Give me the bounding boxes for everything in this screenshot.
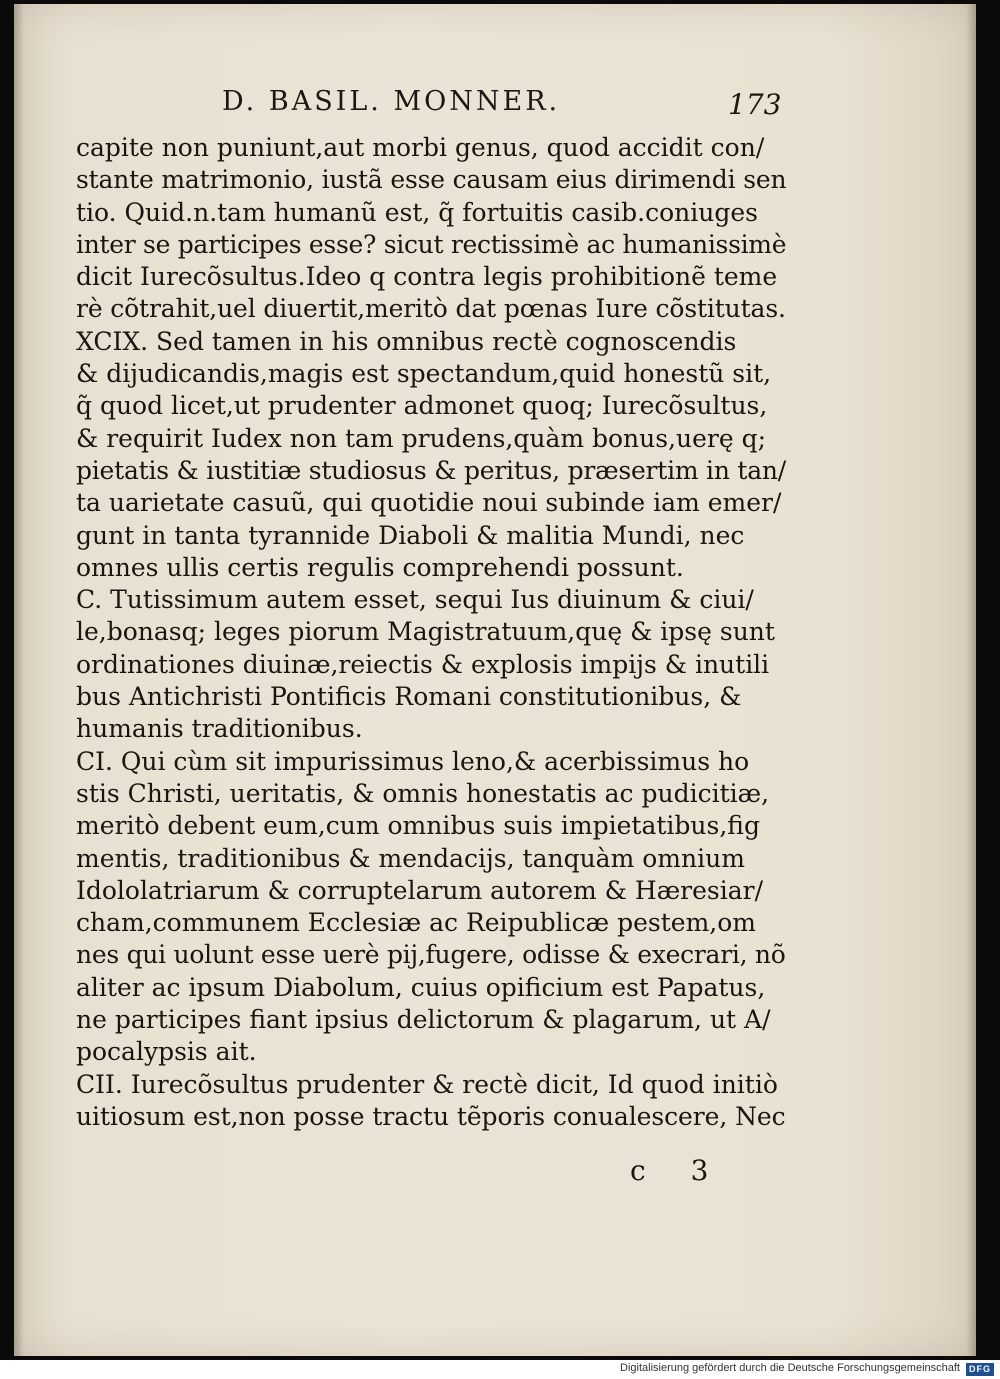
text-line: pocalypsis ait. bbox=[76, 1037, 257, 1067]
text-line: bus Antichristi Pontificis Romani constitutionibus, & bbox=[76, 682, 742, 712]
text-line: rè cõtrahit,uel diuertit,meritò dat pœnas Iure cõstitutas. bbox=[76, 294, 786, 324]
text-line: cham,communem Ecclesiæ ac Reipublicæ pestem,om bbox=[76, 908, 756, 938]
running-head bbox=[14, 86, 976, 126]
text-line: humanis traditionibus. bbox=[76, 714, 363, 744]
text-line: ne participes fiant ipsius delictorum & plagarum, ut A/ bbox=[76, 1005, 771, 1035]
text-line: stis Christi, ueritatis, & omnis honestatis ac pudicitiæ, bbox=[76, 778, 770, 808]
text-line: CI. Qui cùm sit impurissimus leno,& acerbissimus ho bbox=[76, 746, 750, 776]
text-line: CII. Iurecõsultus prudenter & rectè dicit, Id quod initiò bbox=[76, 1069, 778, 1099]
running-title: D. BASIL. MONNER. bbox=[222, 86, 561, 117]
text-line: gunt in tanta tyrannide Diaboli & malitia Mundi, nec bbox=[76, 520, 745, 550]
text-line: aliter ac ipsum Diabolum, cuius opificium est Papatus, bbox=[76, 972, 766, 1002]
text-line: ta uarietate casuũ, qui quotidie noui subinde iam emer/ bbox=[76, 488, 782, 518]
text-line: meritò debent eum,cum omnibus suis impietatibus,fig bbox=[76, 811, 760, 841]
text-line: Idololatriarum & corruptelarum autorem & Hæresiar/ bbox=[76, 875, 764, 905]
text-line: stante matrimonio, iustã esse causam eius dirimendi sen bbox=[76, 165, 787, 195]
page-edge-shadow bbox=[966, 4, 976, 1356]
catchword-signature: c 3 bbox=[630, 1154, 727, 1187]
text-line: mentis, traditionibus & mendacijs, tanquàm omnium bbox=[76, 843, 745, 873]
text-line: nes qui uolunt esse uerè pij,fugere, odisse & execrari, nõ bbox=[76, 940, 786, 970]
text-line: XCIX. Sed tamen in his omnibus rectè cognoscendis bbox=[76, 326, 737, 356]
text-line: tio. Quid.n.tam humanũ est, q̃ fortuitis casib.coniuges bbox=[76, 197, 758, 227]
text-line: omnes ullis certis regulis comprehendi possunt. bbox=[76, 552, 684, 582]
text-line: le,bonasq; leges piorum Magistratuum,quę & ipsę sunt bbox=[76, 617, 775, 647]
page-number: 173 bbox=[728, 88, 782, 121]
text-line: q̃ quod licet,ut prudenter admonet quoq; Iurecõsultus, bbox=[76, 391, 768, 421]
text-line: uitiosum est,non posse tractu tẽporis conualescere, Nec bbox=[76, 1101, 786, 1131]
text-line: inter se participes esse? sicut rectissimè ac humanissimè bbox=[76, 229, 787, 259]
text-line: C. Tutissimum autem esset, sequi Ius diuinum & ciui/ bbox=[76, 585, 754, 615]
dfg-logo: DFG bbox=[966, 1363, 994, 1376]
book-page bbox=[14, 4, 976, 1356]
text-line: & requirit Iudex non tam prudens,quàm bonus,uerę q; bbox=[76, 423, 767, 453]
page-gutter-shadow bbox=[14, 4, 24, 1356]
body-text bbox=[76, 132, 786, 1133]
text-line: & dijudicandis,magis est spectandum,quid honestũ sit, bbox=[76, 359, 772, 389]
digitization-footer bbox=[0, 1360, 1000, 1379]
text-line: ordinationes diuinæ,reiectis & explosis impijs & inutili bbox=[76, 649, 770, 679]
text-line: dicit Iurecõsultus.Ideo q contra legis prohibitionẽ teme bbox=[76, 262, 778, 292]
funding-credit: Digitalisierung gefördert durch die Deutsche Forschungsgemeinschaft bbox=[620, 1362, 960, 1374]
text-line: pietatis & iustitiæ studiosus & peritus, præsertim in tan/ bbox=[76, 455, 787, 485]
text-line: capite non puniunt,aut morbi genus, quod accidit con/ bbox=[76, 133, 765, 162]
